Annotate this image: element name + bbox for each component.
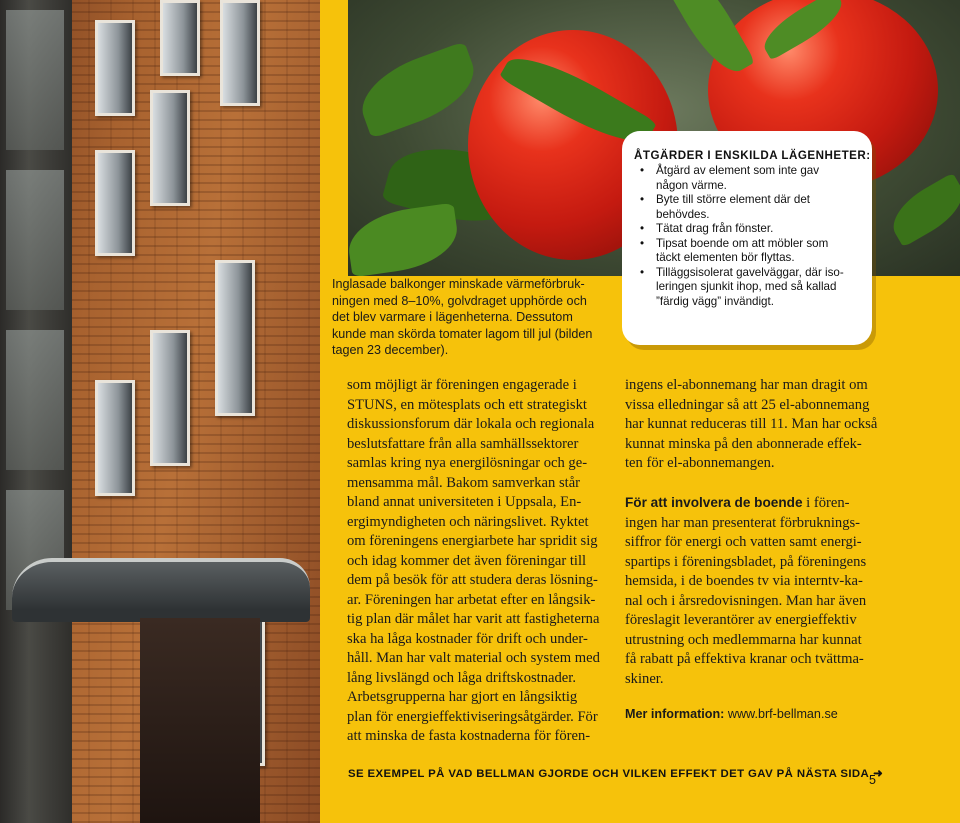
text-line: siffror för energi och vatten samt energi- [625, 534, 862, 550]
text-line: STUNS, en mötesplats och ett strategiskt [347, 396, 587, 413]
measures-title: ÅTGÄRDER I ENSKILDA LÄGENHETER: [634, 149, 871, 162]
page-number: 5 [869, 773, 876, 787]
window [220, 0, 260, 106]
more-link[interactable]: www.brf-bellman.se [724, 707, 838, 721]
caption-line: ningen med 8–10%, golvdraget upphörde och [332, 293, 587, 308]
entrance-door [140, 618, 260, 823]
text-line: bland annat universiteten i Uppsala, En- [347, 494, 582, 510]
window [95, 20, 135, 116]
measure-item [634, 164, 872, 193]
text-line: ergimyndigheten och näringslivet. Ryktet [347, 513, 589, 530]
next-page-teaser [348, 766, 883, 780]
text-line: att minska de fasta kostnaderna för fören- [347, 728, 591, 744]
more-information [625, 705, 881, 725]
entrance-canopy [12, 558, 310, 622]
caption-line: kunde man skörda tomater lagom till jul (bilden [332, 326, 593, 341]
arrow-right-icon: ➜ [873, 768, 884, 780]
measure-line: behövdes. [656, 207, 710, 221]
measure-line: någon värme. [656, 178, 727, 192]
text-line: spartips i föreningsbladet, på föreningens [625, 553, 867, 570]
text-line: dem på besök för att studera deras lösning- [347, 572, 598, 588]
glazed-balconies [0, 0, 72, 823]
text-line: plan för energieffektiviseringsåtgärder. För [347, 708, 598, 725]
photo-caption [332, 276, 622, 359]
window [95, 380, 135, 496]
text-line: tig plan där målet har varit att fastigheterna [347, 611, 600, 627]
body-column-1 [347, 376, 603, 747]
text-line: ska ha låga kostnader för drift och under- [347, 630, 588, 647]
caption-line: Inglasade balkonger minskade värmeförbruk- [332, 277, 585, 291]
measure-line: leringen sjunkit ihop, med så kallad [656, 280, 837, 293]
text-line: som möjligt är föreningen engagerade i [347, 377, 577, 393]
measure-item [634, 222, 872, 237]
measure-line: • Tätat drag från fönster. [656, 222, 774, 235]
measure-line: • Tilläggsisolerat gavelväggar, där iso- [656, 265, 844, 279]
measure-line: täckt elementen bör flyttas. [656, 251, 795, 264]
text-line: ingens el-abonnemang har man dragit om [625, 377, 868, 393]
text-line: beslutsfattare från alla samhällssektorer [347, 435, 579, 452]
measures-list [634, 164, 872, 309]
text-line: diskussionsforum där lokala och regionala [347, 416, 595, 432]
text-line: ingen har man presenterat förbruknings- [625, 514, 861, 531]
leaf [348, 203, 462, 276]
text-line: ar. Föreningen har arbetat efter en långsik- [347, 591, 596, 608]
text-line: ten för el-abonnemangen. [625, 455, 775, 471]
text-line: föreslagit leverantörer av energieffektiv [625, 612, 857, 628]
measure-item [634, 193, 872, 222]
text-line: få rabatt på effektiva kranar och tvättma- [625, 651, 864, 667]
text-line: lång livslängd och låga driftskostnader. [347, 669, 576, 686]
building-photo [0, 0, 320, 823]
measures-box [622, 131, 872, 345]
body-column-2 [625, 376, 881, 725]
text-line: samlas kring nya energilösningar och ge- [347, 455, 588, 471]
text-line: mensamma mål. Bakom samverkan står [347, 474, 581, 491]
caption-line: det blev varmare i lägenheterna. Dessutom [332, 310, 573, 324]
lead-in: För att involvera de boende [625, 495, 803, 510]
measure-item [634, 237, 872, 266]
measure-item [634, 266, 872, 310]
text-line: och idag kommer det även föreningar till [347, 552, 587, 569]
text-line: utrustning och medlemmarna har kunnat [625, 631, 862, 648]
text-line [625, 493, 881, 514]
text-line: nal och i årsredovisningen. Man har även [625, 592, 867, 609]
lead-rest: i fören- [802, 495, 850, 511]
measure-line: • Byte till större element där det [656, 193, 811, 206]
window [160, 0, 200, 76]
window [150, 330, 190, 466]
text-line: kunnat minska på den abonnerade effek- [625, 435, 862, 452]
text-line: har kunnat reduceras till 11. Man har också [625, 416, 878, 432]
text-line: vissa elledningar så att 25 el-abonnemang [625, 396, 870, 413]
leaf [883, 173, 960, 248]
measure-line: ”färdig vägg” invändigt. [656, 294, 774, 308]
text-line: hemsida, i de boendes tv via interntv-ka- [625, 573, 863, 589]
text-line: håll. Man har valt material och system med [347, 650, 600, 666]
caption-line: tagen 23 december). [332, 343, 449, 357]
measure-line: • Åtgärd av element som inte gav [656, 164, 820, 177]
leaf [351, 41, 484, 138]
window [95, 150, 135, 256]
text-line: om föreningens energiarbete har spridit sig [347, 533, 598, 549]
text-line: Arbetsgrupperna har gjort en långsiktig [347, 689, 578, 705]
teaser-text: SE EXEMPEL PÅ VAD BELLMAN GJORDE OCH VILKEN EFFEKT DET GAV PÅ NÄSTA SIDA [348, 768, 870, 780]
more-label: Mer information: [625, 707, 725, 721]
window [215, 260, 255, 416]
window [150, 90, 190, 206]
stem [661, 0, 756, 82]
measure-line: • Tipsat boende om att möbler som [656, 236, 829, 250]
text-line: skiner. [625, 670, 664, 687]
